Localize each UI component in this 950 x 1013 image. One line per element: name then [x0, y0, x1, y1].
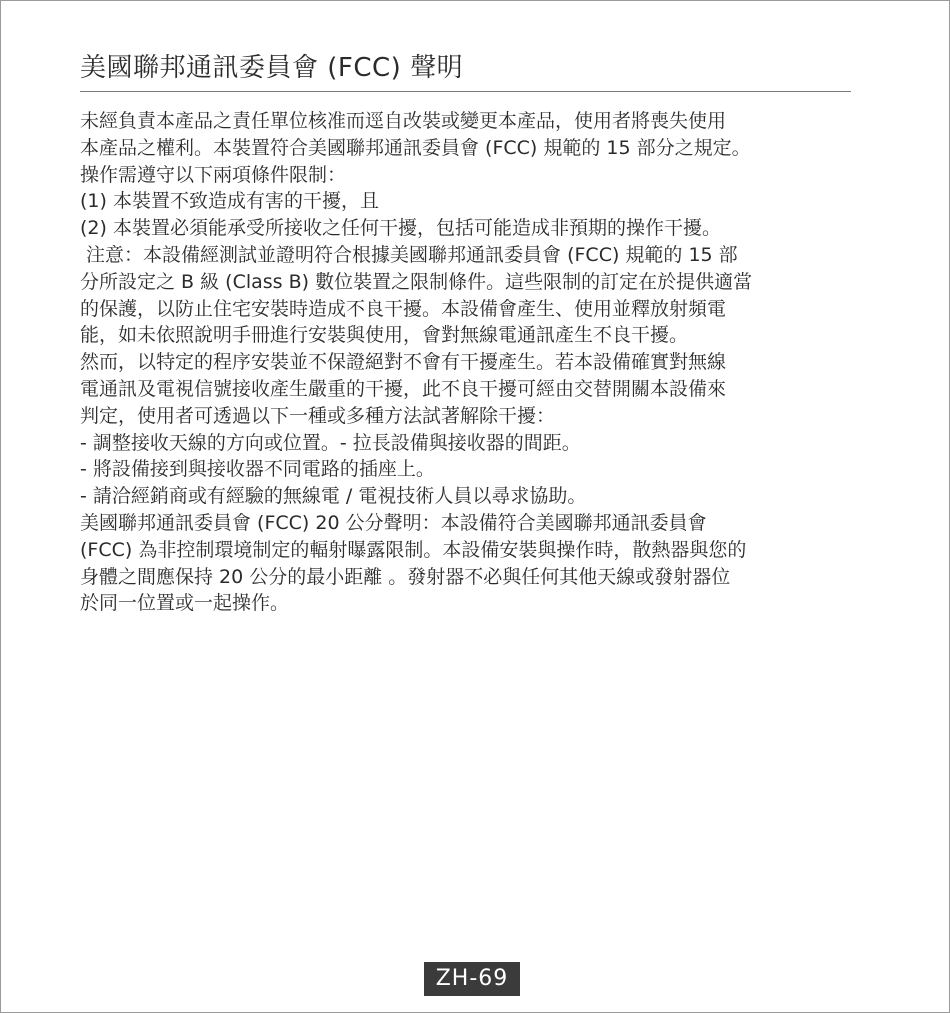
body-line: 能，如未依照說明手冊進行安裝與使用，會對無線電通訊產生不良干擾。: [80, 324, 689, 347]
body-line: 未經負責本產品之責任單位核准而逕自改裝或變更本產品，使用者將喪失使用: [80, 110, 727, 132]
body-line: 分所設定之 B 級 (Class B) 數位裝置之限制條件。這些限制的訂定在於提供適當: [80, 270, 753, 293]
page-number-badge: ZH-69: [424, 962, 520, 996]
body-line: 然而，以特定的程序安裝並不保證絕對不會有干擾產生。若本設備確實對無線: [80, 351, 727, 374]
body-line: 身體之間應保持 20 公分的最小距離 。發射器不必與任何其他天線或發射器位: [80, 565, 731, 588]
body-line: 電通訊及電視信號接收產生嚴重的干擾，此不良干擾可經由交替開關本設備來: [80, 377, 727, 400]
body-line: (1) 本裝置不致造成有害的干擾，且: [80, 190, 379, 213]
body-line: 美國聯邦通訊委員會 (FCC) 20 公分聲明：本設備符合美國聯邦通訊委員會: [80, 511, 707, 534]
page-title: 美國聯邦通訊委員會 (FCC) 聲明: [80, 53, 464, 83]
body-line: - 調整接收天線的方向或位置。- 拉長設備與接收器的間距。: [80, 431, 581, 454]
body-line: 注意：本設備經測試並證明符合根據美國聯邦通訊委員會 (FCC) 規範的 15 部: [80, 243, 738, 266]
body-line: 於同一位置或一起操作。: [80, 592, 290, 615]
body-line: 操作需遵守以下兩項條件限制：: [80, 163, 347, 186]
body-line: 判定，使用者可透過以下一種或多種方法試著解除干擾：: [80, 404, 556, 427]
body-line: (FCC) 為非控制環境制定的輻射曝露限制。本設備安裝與操作時，散熱器與您的: [80, 538, 747, 561]
body-line: - 將設備接到與接收器不同電路的插座上。: [80, 458, 435, 481]
statement-body: [80, 108, 870, 617]
body-line: - 請洽經銷商或有經驗的無線電 / 電視技術人員以尋求協助。: [80, 485, 587, 508]
body-line: 的保護，以防止住宅安裝時造成不良干擾。本設備會產生、使用並釋放射頻電: [80, 297, 727, 320]
body-line: 本產品之權利。本裝置符合美國聯邦通訊委員會 (FCC) 規範的 15 部分之規定。: [80, 136, 751, 159]
body-line: (2) 本裝置必須能承受所接收之任何干擾，包括可能造成非預期的操作干擾。: [80, 217, 721, 240]
title-divider: [80, 91, 851, 92]
